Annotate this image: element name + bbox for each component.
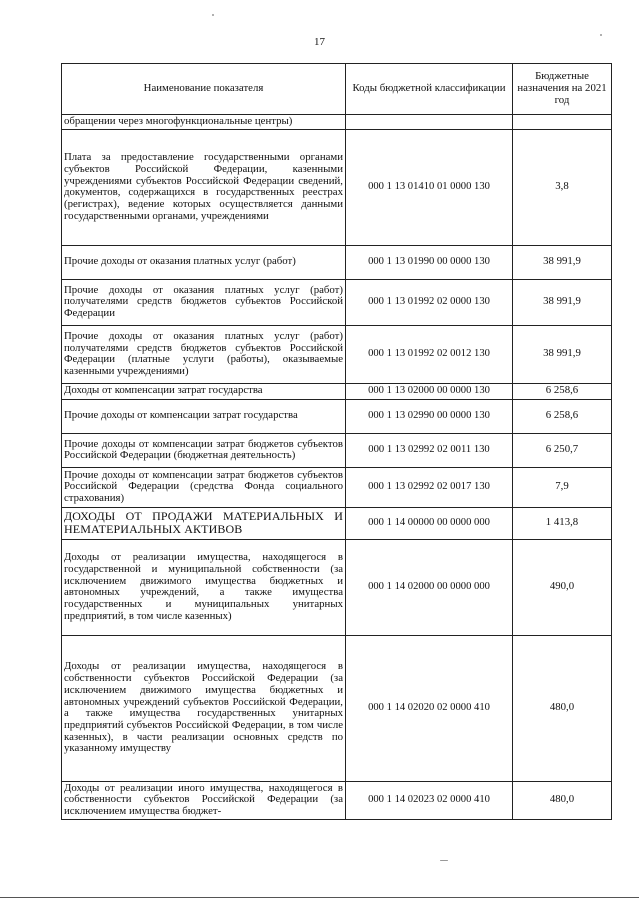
row-amount: 6 258,6	[513, 383, 612, 399]
row-amount: 1 413,8	[513, 507, 612, 539]
row-code: 000 1 14 00000 00 0000 000	[346, 507, 513, 539]
table-row	[62, 245, 612, 279]
table-header-row	[62, 64, 612, 115]
row-code: 000 1 13 02992 02 0011 130	[346, 433, 513, 467]
row-amount: 38 991,9	[513, 325, 612, 383]
row-code: 000 1 14 02023 02 0000 410	[346, 781, 513, 819]
page-number: 17	[314, 36, 325, 48]
budget-table	[61, 63, 612, 820]
table-row	[62, 279, 612, 325]
row-amount: 38 991,9	[513, 245, 612, 279]
row-amount: 38 991,9	[513, 279, 612, 325]
table-row	[62, 781, 612, 819]
header-code: Коды бюджетной классификации	[346, 64, 513, 115]
row-amount	[513, 115, 612, 130]
row-name: Доходы от реализации имущества, находящегося в государственной и муниципальной собственности (за исключением движимого имущества бюджетных и автономных учреждений, а также имущества государственных и муниципальных унитарных предприятий, в том числе казенных)	[62, 539, 346, 635]
row-name: Плата за предоставление государственными органами субъектов Российской Федерации, казенными учреждениями субъектов Российской Федерации сведений, документов, содержащихся в государственных реестрах (регистрах), ведение которых осуществляется данными государственными органами, учреждениями	[62, 129, 346, 245]
row-name: Прочие доходы от оказания платных услуг (работ)	[62, 245, 346, 279]
header-name: Наименование показателя	[62, 64, 346, 115]
row-code: 000 1 14 02020 02 0000 410	[346, 635, 513, 781]
row-code: 000 1 13 01990 00 0000 130	[346, 245, 513, 279]
row-code: 000 1 13 01410 01 0000 130	[346, 129, 513, 245]
table-row	[62, 399, 612, 433]
row-name: Прочие доходы от компенсации затрат бюджетов субъектов Российской Федерации (средства Фонда социального страхования)	[62, 467, 346, 507]
header-amount: Бюджетные назначения на 2021 год	[513, 64, 612, 115]
row-amount: 480,0	[513, 635, 612, 781]
row-name: Доходы от реализации иного имущества, находящегося в собственности субъектов Российской Федерации (за исключением имущества бюджет-	[62, 781, 346, 819]
table-row	[62, 115, 612, 130]
table-row	[62, 539, 612, 635]
table-row	[62, 433, 612, 467]
row-amount: 6 250,7	[513, 433, 612, 467]
row-name: Доходы от компенсации затрат государства	[62, 383, 346, 399]
scan-speck	[212, 14, 214, 16]
table-row	[62, 507, 612, 539]
row-amount: 480,0	[513, 781, 612, 819]
row-code: 000 1 14 02000 00 0000 000	[346, 539, 513, 635]
row-name: Прочие доходы от оказания платных услуг (работ) получателями средств бюджетов субъектов Российской Федерации (платные услуги (работы), оказываемые казенными учреждениями)	[62, 325, 346, 383]
row-code: 000 1 13 01992 02 0000 130	[346, 279, 513, 325]
row-name: Доходы от реализации имущества, находящегося в собственности субъектов Российской Федерации (за исключением движимого имущества бюджетных и автономных учреждений субъектов Российской Федерации, а также имущества государственных унитарных предприятий субъектов Российской Федерации, в том числе казенных), в части реализации основных средств по указанному имуществу	[62, 635, 346, 781]
row-code: 000 1 13 01992 02 0012 130	[346, 325, 513, 383]
row-code	[346, 115, 513, 130]
row-name: обращении через многофункциональные центры)	[62, 115, 346, 130]
row-name: Прочие доходы от компенсации затрат государства	[62, 399, 346, 433]
row-amount: 490,0	[513, 539, 612, 635]
row-code: 000 1 13 02990 00 0000 130	[346, 399, 513, 433]
table-row	[62, 325, 612, 383]
row-amount: 6 258,6	[513, 399, 612, 433]
table-row	[62, 383, 612, 399]
row-code: 000 1 13 02000 00 0000 130	[346, 383, 513, 399]
row-amount: 7,9	[513, 467, 612, 507]
table-row	[62, 635, 612, 781]
scan-speck	[440, 860, 448, 861]
scan-speck	[600, 34, 602, 36]
scan-edge-line	[0, 897, 639, 898]
row-name: Прочие доходы от компенсации затрат бюджетов субъектов Российской Федерации (бюджетная деятельность)	[62, 433, 346, 467]
row-code: 000 1 13 02992 02 0017 130	[346, 467, 513, 507]
table-row	[62, 129, 612, 245]
row-name: ДОХОДЫ ОТ ПРОДАЖИ МАТЕРИАЛЬНЫХ И НЕМАТЕРИАЛЬНЫХ АКТИВОВ	[62, 507, 346, 539]
row-amount: 3,8	[513, 129, 612, 245]
row-name: Прочие доходы от оказания платных услуг (работ) получателями средств бюджетов субъектов Российской Федерации	[62, 279, 346, 325]
table-row	[62, 467, 612, 507]
